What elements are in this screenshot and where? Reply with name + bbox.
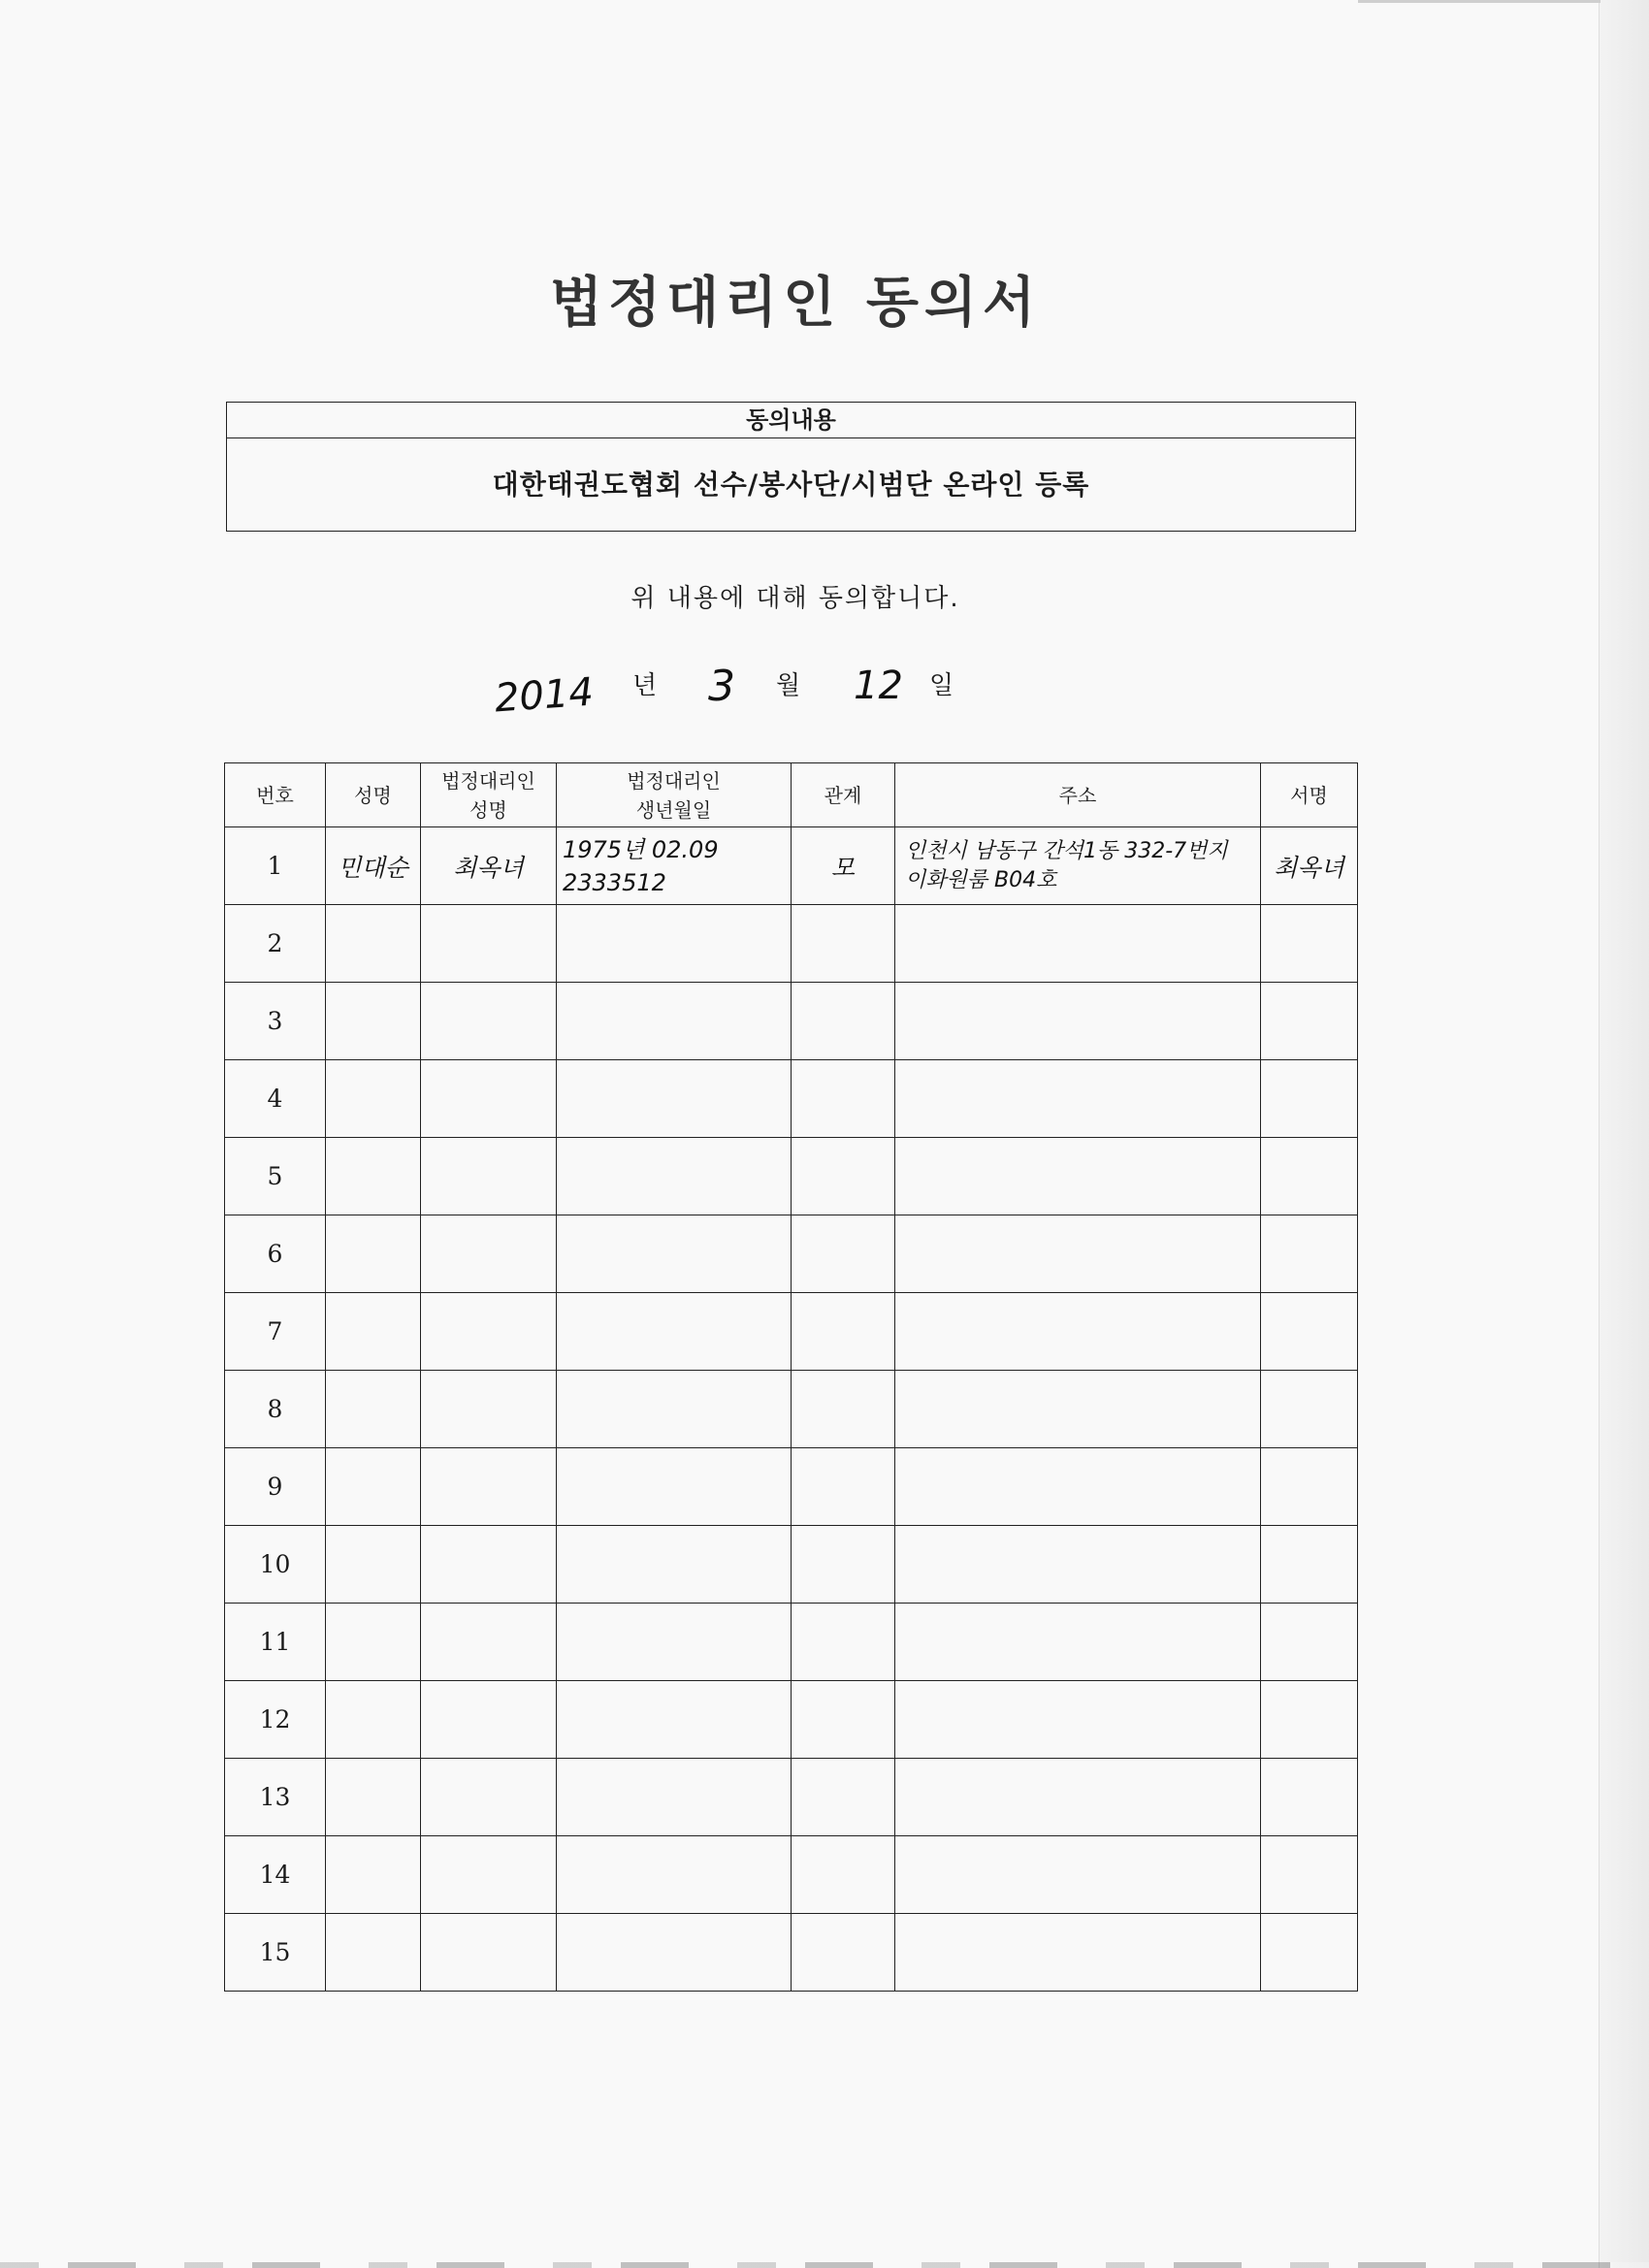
row-signature — [1261, 1215, 1358, 1293]
row-address — [895, 1138, 1261, 1215]
page-title: 법정대리인 동의서 — [549, 271, 1042, 335]
row-guardian-name — [421, 1681, 557, 1759]
row-no: 14 — [225, 1836, 326, 1914]
row-name — [326, 1215, 421, 1293]
row-guardian-birth — [557, 1836, 792, 1914]
table-row — [225, 1371, 1358, 1448]
row-guardian-birth — [557, 827, 792, 905]
registration-table — [224, 762, 1358, 1992]
row-no: 12 — [225, 1681, 326, 1759]
header-guardian-name — [421, 763, 557, 827]
row-name — [326, 1138, 421, 1215]
row-name — [326, 1914, 421, 1992]
row-guardian-birth — [557, 1371, 792, 1448]
row-guardian-name — [421, 1215, 557, 1293]
row-guardian-name — [421, 1759, 557, 1836]
row-name — [326, 1448, 421, 1526]
row-signature — [1261, 905, 1358, 983]
header-no: 번호 — [225, 763, 326, 827]
table-row — [225, 1681, 1358, 1759]
row-signature — [1261, 1293, 1358, 1371]
row-relation: 모 — [792, 827, 895, 905]
row-no: 1 — [225, 827, 326, 905]
row-signature — [1261, 1759, 1358, 1836]
row-relation — [792, 1836, 895, 1914]
row-guardian-name — [421, 1138, 557, 1215]
row-relation — [792, 1293, 895, 1371]
date-year-unit: 년 — [632, 671, 658, 700]
date-day-unit: 일 — [929, 671, 954, 700]
header-address: 주소 — [895, 763, 1261, 827]
row-guardian-birth — [557, 1138, 792, 1215]
row-guardian-birth — [557, 1215, 792, 1293]
row-guardian-birth — [557, 1759, 792, 1836]
row-address — [895, 1060, 1261, 1138]
consent-box — [226, 402, 1356, 532]
header-guardian-name-line2: 성명 — [469, 797, 507, 822]
header-signature: 서명 — [1261, 763, 1358, 827]
row-address — [895, 1604, 1261, 1681]
row-signature — [1261, 983, 1358, 1060]
table-row — [225, 1293, 1358, 1371]
header-guardian-birth — [557, 763, 792, 827]
table-row — [225, 983, 1358, 1060]
row-relation — [792, 1526, 895, 1604]
row-address — [895, 1526, 1261, 1604]
row-guardian-name — [421, 1526, 557, 1604]
header-relation: 관계 — [792, 763, 895, 827]
row-no: 2 — [225, 905, 326, 983]
row-guardian-name — [421, 983, 557, 1060]
row-guardian-birth — [557, 1060, 792, 1138]
scan-page-edge — [1599, 0, 1649, 2268]
row-guardian-birth — [557, 905, 792, 983]
row-guardian-name — [421, 1914, 557, 1992]
row-no: 4 — [225, 1060, 326, 1138]
row-address — [895, 1681, 1261, 1759]
row-address — [895, 1836, 1261, 1914]
row-relation — [792, 983, 895, 1060]
table-row — [225, 1138, 1358, 1215]
row-guardian-birth — [557, 1681, 792, 1759]
row-address — [895, 983, 1261, 1060]
row-name — [326, 905, 421, 983]
row-guardian-name — [421, 1448, 557, 1526]
row-relation — [792, 1138, 895, 1215]
row-relation — [792, 1604, 895, 1681]
row-guardian-name — [421, 1604, 557, 1681]
row-address — [895, 1914, 1261, 1992]
row-no: 11 — [225, 1604, 326, 1681]
row-no: 9 — [225, 1448, 326, 1526]
row-guardian-name — [421, 1293, 557, 1371]
table-row — [225, 827, 1358, 905]
agree-statement: 위 내용에 대해 동의합니다. — [630, 584, 960, 613]
row-guardian-name — [421, 1836, 557, 1914]
date-year: 2014 — [493, 669, 596, 722]
row-name — [326, 1604, 421, 1681]
row-name — [326, 983, 421, 1060]
scan-artifact-bottom — [0, 2262, 1649, 2268]
row-name — [326, 1681, 421, 1759]
row-no: 6 — [225, 1215, 326, 1293]
row-guardian-birth-line1: 1975년 02.09 — [563, 835, 719, 863]
date-line — [0, 660, 1649, 728]
row-signature — [1261, 1836, 1358, 1914]
table-row — [225, 1526, 1358, 1604]
scan-artifact-top — [1358, 0, 1600, 3]
row-guardian-birth — [557, 1604, 792, 1681]
row-no: 8 — [225, 1371, 326, 1448]
row-no: 5 — [225, 1138, 326, 1215]
table-row — [225, 1759, 1358, 1836]
row-relation — [792, 1681, 895, 1759]
row-no: 13 — [225, 1759, 326, 1836]
row-guardian-name — [421, 1060, 557, 1138]
row-no: 15 — [225, 1914, 326, 1992]
row-signature — [1261, 1914, 1358, 1992]
row-signature — [1261, 1371, 1358, 1448]
row-no: 10 — [225, 1526, 326, 1604]
table-row — [225, 1836, 1358, 1914]
row-relation — [792, 1759, 895, 1836]
row-guardian-birth — [557, 1526, 792, 1604]
row-address — [895, 1371, 1261, 1448]
header-guardian-birth-line2: 생년월일 — [635, 797, 712, 822]
row-address — [895, 1448, 1261, 1526]
row-address — [895, 1759, 1261, 1836]
row-signature — [1261, 1060, 1358, 1138]
table-row — [225, 1914, 1358, 1992]
table-row — [225, 1060, 1358, 1138]
row-signature — [1261, 1604, 1358, 1681]
header-guardian-name-line1: 법정대리인 — [441, 768, 535, 793]
table-row — [225, 1448, 1358, 1526]
row-guardian-birth — [557, 1293, 792, 1371]
row-relation — [792, 1060, 895, 1138]
row-address-line2: 이화원룸 B04호 — [905, 867, 1057, 892]
row-name — [326, 1060, 421, 1138]
row-relation — [792, 1914, 895, 1992]
row-guardian-name — [421, 1371, 557, 1448]
row-name — [326, 1371, 421, 1448]
date-month: 3 — [708, 662, 735, 711]
row-guardian-name — [421, 905, 557, 983]
row-name — [326, 1759, 421, 1836]
row-name — [326, 1526, 421, 1604]
table-row — [225, 905, 1358, 983]
row-name: 민대순 — [326, 827, 421, 905]
row-guardian-birth — [557, 1448, 792, 1526]
row-address — [895, 905, 1261, 983]
consent-body: 대한태권도협회 선수/봉사단/시범단 온라인 등록 — [492, 469, 1090, 501]
row-signature — [1261, 1448, 1358, 1526]
table-header-row — [225, 763, 1358, 827]
row-address — [895, 827, 1261, 905]
consent-header: 동의내용 — [227, 403, 1355, 438]
header-name: 성명 — [326, 763, 421, 827]
row-name — [326, 1293, 421, 1371]
date-day: 12 — [854, 664, 903, 708]
row-address — [895, 1293, 1261, 1371]
row-relation — [792, 1215, 895, 1293]
row-signature: 최옥녀 — [1261, 827, 1358, 905]
row-no: 3 — [225, 983, 326, 1060]
table-row — [225, 1215, 1358, 1293]
row-name — [326, 1836, 421, 1914]
date-month-unit: 월 — [776, 671, 801, 700]
row-relation — [792, 1448, 895, 1526]
row-signature — [1261, 1681, 1358, 1759]
row-signature — [1261, 1138, 1358, 1215]
row-relation — [792, 905, 895, 983]
row-guardian-name: 최옥녀 — [421, 827, 557, 905]
row-guardian-birth-line2: 2333512 — [563, 868, 666, 896]
row-no: 7 — [225, 1293, 326, 1371]
row-address — [895, 1215, 1261, 1293]
row-guardian-birth — [557, 983, 792, 1060]
row-relation — [792, 1371, 895, 1448]
table-row — [225, 1604, 1358, 1681]
row-address-line1: 인천시 남동구 간석1동 332-7번지 — [905, 838, 1228, 863]
header-guardian-birth-line1: 법정대리인 — [627, 768, 721, 793]
row-guardian-birth — [557, 1914, 792, 1992]
row-signature — [1261, 1526, 1358, 1604]
